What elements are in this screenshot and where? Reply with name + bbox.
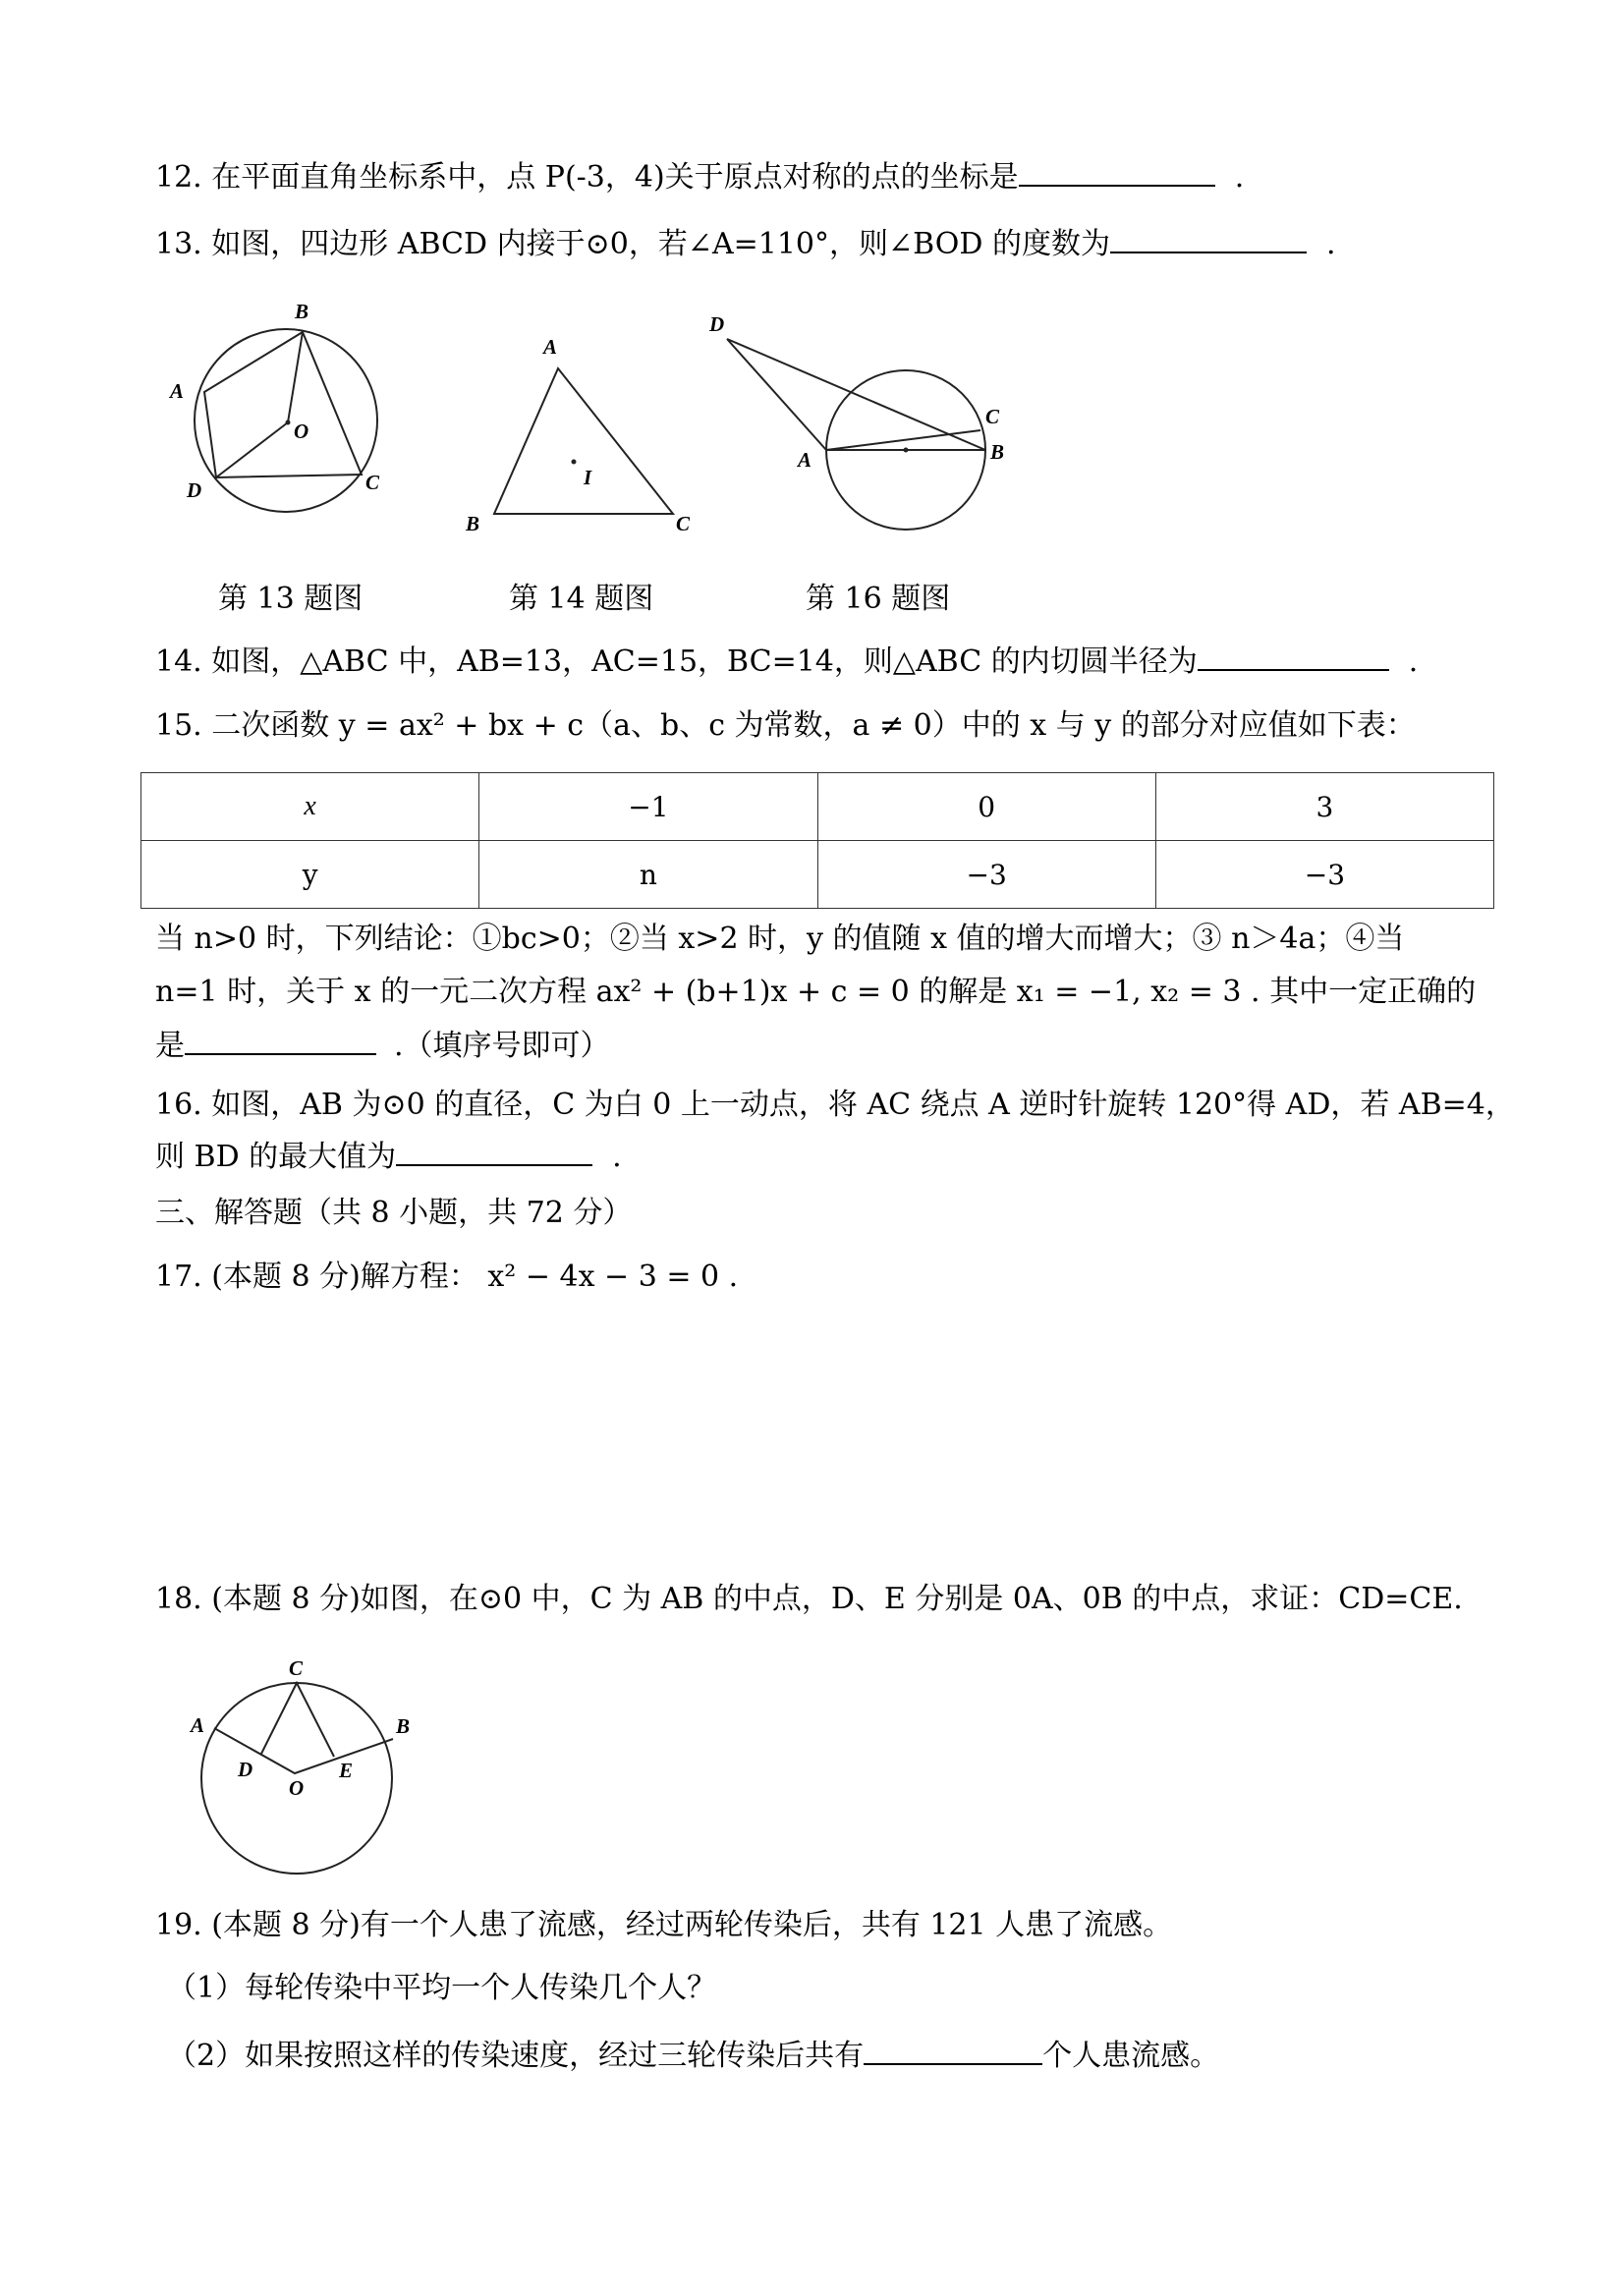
segment-ad bbox=[727, 339, 826, 450]
question-19-part-2a: （2）如果按照这样的传染速度，经过三轮传染后共有 bbox=[167, 2039, 865, 2073]
question-19-part-2 bbox=[167, 2034, 1219, 2076]
figure-13 bbox=[157, 295, 393, 521]
section-heading: 三、解答题（共 8 小题，共 72 分） bbox=[155, 1196, 633, 1230]
value-table bbox=[140, 772, 1494, 909]
segments-dc-ce bbox=[261, 1683, 334, 1757]
label-a: A bbox=[191, 1713, 205, 1737]
table-row bbox=[141, 773, 1494, 841]
label-a: A bbox=[543, 335, 558, 359]
question-17: 17. (本题 8 分)解方程： x² − 4x − 3 = 0 . bbox=[155, 1260, 739, 1294]
table-cell: x bbox=[141, 773, 479, 841]
question-16-line-2 bbox=[155, 1135, 622, 1177]
question-13-end: . bbox=[1325, 227, 1336, 261]
question-12-end: . bbox=[1234, 160, 1245, 195]
circle-o bbox=[195, 329, 377, 512]
table-row bbox=[141, 841, 1494, 909]
answer-blank bbox=[1198, 640, 1389, 671]
question-15-line-3a: 是 bbox=[155, 1029, 185, 1063]
question-14-end: . bbox=[1408, 644, 1419, 679]
question-19-stem: 19. (本题 8 分)有一个人患了流感，经过两轮传染后，共有 121 人患了流感。 bbox=[155, 1908, 1173, 1942]
figure-16 bbox=[698, 305, 1022, 540]
caption-fig13: 第 13 题图 bbox=[218, 582, 364, 616]
question-14 bbox=[155, 640, 1418, 682]
label-d: D bbox=[709, 312, 725, 336]
answer-blank bbox=[396, 1135, 592, 1166]
question-12-text: 12. 在平面直角坐标系中，点 P(-3，4)关于原点对称的点的坐标是 bbox=[155, 160, 1019, 195]
label-b: B bbox=[466, 512, 480, 535]
answer-blank bbox=[185, 1024, 376, 1055]
label-b: B bbox=[396, 1714, 411, 1738]
label-b: B bbox=[295, 300, 309, 323]
question-16-end: . bbox=[612, 1140, 622, 1174]
label-c: C bbox=[985, 405, 1000, 428]
table-cell: 0 bbox=[817, 773, 1155, 841]
figure-14 bbox=[452, 324, 707, 540]
label-d: D bbox=[187, 478, 202, 502]
label-a: A bbox=[798, 448, 812, 472]
caption-fig14: 第 14 题图 bbox=[509, 582, 654, 616]
figure-18 bbox=[187, 1646, 432, 1881]
label-a: A bbox=[170, 379, 185, 403]
question-15-line-1: 当 n>0 时，下列结论：①bc>0；②当 x>2 时，y 的值随 x 值的增大而增大；③ n＞4a；④当 bbox=[155, 922, 1405, 956]
table-cell: 3 bbox=[1155, 773, 1493, 841]
table-cell: −3 bbox=[1155, 841, 1493, 909]
segment-ac bbox=[826, 430, 980, 450]
label-o: O bbox=[294, 420, 309, 443]
answer-blank bbox=[1110, 222, 1307, 253]
label-c: C bbox=[289, 1656, 304, 1680]
label-c: C bbox=[365, 471, 380, 494]
question-16-line-2-text: 则 BD 的最大值为 bbox=[155, 1140, 397, 1174]
question-18: 18. (本题 8 分)如图，在⊙0 中，C 为 AB 的中点，D、E 分别是 0A、0B 的中点，求证：CD=CE. bbox=[155, 1582, 1463, 1616]
label-b: B bbox=[990, 440, 1005, 464]
question-12 bbox=[155, 155, 1244, 197]
question-19-part-1: （1）每轮传染中平均一个人传染几个人？ bbox=[167, 1971, 717, 2005]
label-o: O bbox=[289, 1776, 305, 1800]
triangle-abc bbox=[494, 368, 673, 514]
question-15-line-3b: .（填序号即可） bbox=[394, 1029, 610, 1063]
question-19-part-2b: 个人患流感。 bbox=[1042, 2039, 1220, 2073]
segment-bd bbox=[727, 339, 985, 450]
answer-blank bbox=[864, 2034, 1042, 2065]
incenter-point bbox=[572, 460, 577, 465]
center-point bbox=[904, 448, 909, 453]
caption-fig16: 第 16 题图 bbox=[806, 582, 951, 616]
question-16-line-1: 16. 如图，AB 为⊙0 的直径，C 为白 0 上一动点，将 AC 绕点 A 逆时针旋转 120°得 AD，若 AB=4， bbox=[155, 1088, 1515, 1122]
quadrilateral-abcd bbox=[204, 332, 362, 477]
table-cell: n bbox=[479, 841, 817, 909]
center-point bbox=[286, 420, 291, 425]
question-15-intro: 15. 二次函数 y = ax² + bx + c（a、b、c 为常数，a ≠ 0）中的 x 与 y 的部分对应值如下表： bbox=[155, 708, 1416, 743]
question-15-line-2: n=1 时，关于 x 的一元二次方程 ax² + (b+1)x + c = 0 的解是 x₁ = −1, x₂ = 3 . 其中一定正确的 bbox=[155, 975, 1477, 1009]
table-cell: −1 bbox=[479, 773, 817, 841]
label-d: D bbox=[238, 1758, 253, 1781]
answer-blank bbox=[1019, 155, 1215, 187]
question-15-line-3 bbox=[155, 1024, 610, 1066]
label-e: E bbox=[339, 1759, 354, 1782]
radii-ob-od bbox=[216, 332, 303, 477]
question-13 bbox=[155, 222, 1336, 264]
label-i: I bbox=[584, 466, 592, 489]
question-13-text: 13. 如图，四边形 ABCD 内接于⊙0，若∠A=110°，则∠BOD 的度数为 bbox=[155, 227, 1110, 261]
question-14-text: 14. 如图，△ABC 中，AB=13，AC=15，BC=14，则△ABC 的内切圆半径为 bbox=[155, 644, 1198, 679]
label-c: C bbox=[676, 512, 691, 535]
table-cell: y bbox=[141, 841, 479, 909]
table-cell: −3 bbox=[817, 841, 1155, 909]
